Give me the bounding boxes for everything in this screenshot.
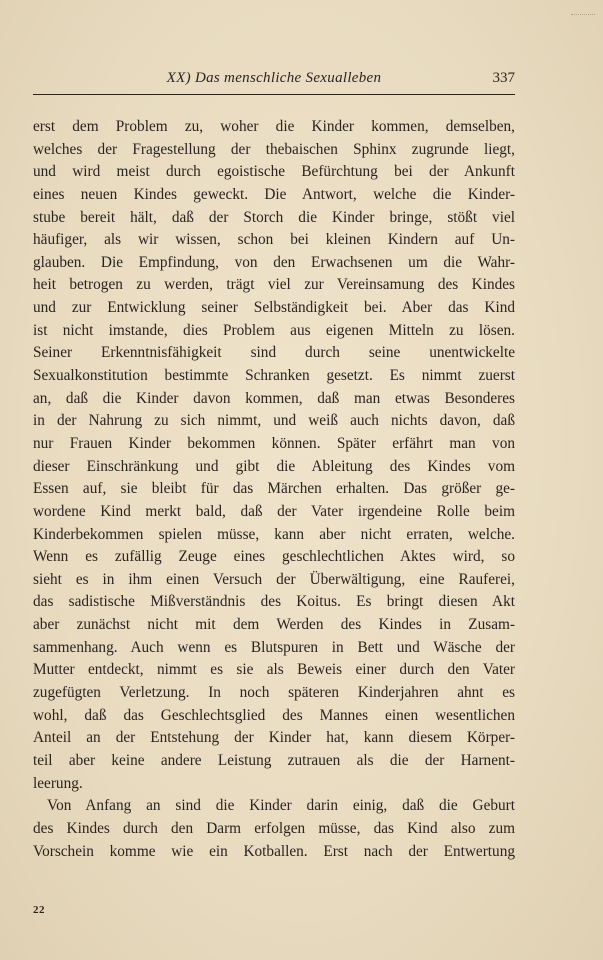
running-title: XX) Das menschliche Sexualleben	[166, 70, 382, 86]
text-line: in der Nahrung zu sich nimmt, und weiß auch nichts davon, daß	[33, 412, 515, 430]
text-line: und zur Entwicklung seiner Selbständigkeit bei. Aber das Kind	[33, 299, 515, 317]
paragraph-end-line: leerung.	[33, 774, 83, 792]
text-line: das sadistische Mißverständnis des Koitus. Es bringt diesen Akt	[33, 593, 515, 611]
text-line: dieser Einschränkung und gibt die Ableitung des Kindes vom	[33, 457, 515, 475]
text-line: eines neuen Kindes geweckt. Die Antwort, welche die Kinder-	[33, 185, 515, 203]
header-rule	[33, 94, 515, 95]
text-line: Seiner Erkenntnisfähigkeit sind durch seine unentwickelte	[33, 344, 515, 362]
text-line: Wenn es zufällig Zeuge eines geschlechtlichen Aktes wird, so	[33, 548, 515, 566]
corner-mark	[571, 14, 595, 18]
text-line: glauben. Die Empfindung, von den Erwachsenen um die Wahr-	[33, 253, 515, 271]
text-line: wordene Kind merkt bald, daß der Vater irgendeine Rolle beim	[33, 502, 515, 520]
text-line: wohl, daß das Geschlechtsglied des Mannes einen wesentlichen	[33, 706, 515, 724]
body-text	[33, 116, 515, 863]
text-line: Essen auf, sie bleibt für das Märchen erhalten. Das größer ge-	[33, 480, 515, 498]
text-line: Sexualkonstitution bestimmte Schranken gesetzt. Es nimmt zuerst	[33, 367, 515, 385]
text-line: sammenhang. Auch wenn es Blutspuren in Bett und Wäsche der	[33, 638, 515, 656]
page-number: 337	[492, 70, 515, 86]
text-line: an, daß die Kinder davon kommen, daß man etwas Besonderes	[33, 389, 515, 407]
text-line: welches der Fragestellung der thebaischen Sphinx zugrunde liegt,	[33, 140, 515, 158]
text-line: Anteil an der Entstehung der Kinder hat, kann diesem Körper-	[33, 729, 515, 747]
running-head	[33, 70, 515, 92]
text-line: nur Frauen Kinder bekommen können. Später erfährt man von	[33, 434, 515, 452]
text-line: teil aber keine andere Leistung zutrauen als die der Harnent-	[33, 751, 515, 769]
text-line: häufiger, als wir wissen, schon bei kleinen Kindern auf Un-	[33, 231, 515, 249]
paragraph-start-line: Von Anfang an sind die Kinder darin einig, daß die Geburt	[47, 797, 515, 815]
text-line: sieht es in ihm einen Versuch der Überwältigung, eine Rauferei,	[33, 570, 515, 588]
text-line: Kinderbekommen spielen müsse, kann aber nicht erraten, welche.	[33, 525, 515, 543]
text-line: ist nicht imstande, dies Problem aus eigenen Mitteln zu lösen.	[33, 321, 515, 339]
text-line: erst dem Problem zu, woher die Kinder kommen, demselben,	[33, 118, 515, 135]
text-line: heit betrogen zu werden, trägt viel zur Vereinsamung des Kindes	[33, 276, 515, 294]
text-line: Mutter entdeckt, nimmt es sie als Beweis einer durch den Vater	[33, 661, 515, 679]
text-line: des Kindes durch den Darm erfolgen müsse, das Kind also zum	[33, 819, 515, 837]
text-line: Vorschein komme wie ein Kotballen. Erst nach der Entwertung	[33, 842, 515, 860]
printer-signature: 22	[33, 904, 45, 916]
text-line: stube bereit hält, daß der Storch die Kinder bringe, stößt viel	[33, 208, 515, 226]
text-line: und wird meist durch egoistische Befürchtung bei der Ankunft	[33, 163, 515, 181]
text-line: aber zunächst nicht mit dem Werden des Kindes in Zusam-	[33, 616, 515, 634]
text-line: zugefügten Verletzung. In noch späteren Kinderjahren ahnt es	[33, 684, 515, 702]
